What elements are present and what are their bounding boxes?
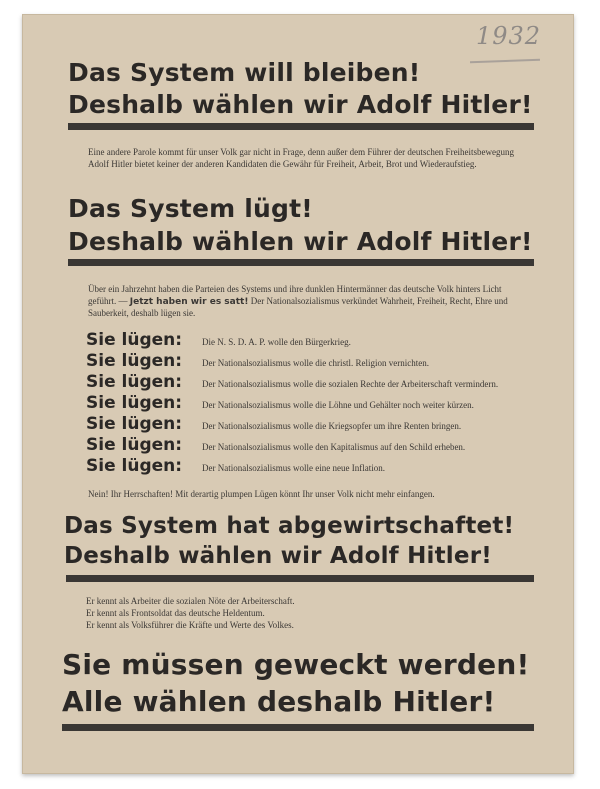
lie-row	[86, 351, 429, 371]
section4-heading2: Alle wählen deshalb Hitler!	[62, 685, 496, 718]
section1-paragraph: Eine andere Parole kommt für unser Volk gar nicht in Frage, denn außer dem Führer der deutschen Freiheitsbewegung Adolf Hitler bietet keiner der anderen Kandidaten die Gewähr für Freiheit, Arbeit, Brot und Wiederaufstieg.	[88, 147, 515, 169]
lie-row	[86, 372, 498, 392]
section3-line: Er kennt als Frontsoldat das deutsche Heldentum.	[86, 608, 265, 618]
lie-label: Sie lügen:	[86, 330, 183, 350]
lie-row	[86, 330, 351, 350]
lie-text: Der Nationalsozialismus wolle den Kapitalismus auf den Schild erheben.	[202, 442, 466, 452]
section4-heading1: Sie müssen geweckt werden!	[62, 648, 530, 681]
section4-rule	[62, 724, 534, 731]
handwritten-year-note: 1932	[476, 22, 542, 50]
section2-paragraph	[88, 284, 532, 320]
section3-lines	[86, 595, 295, 631]
lie-text: Der Nationalsozialismus wolle die sozialen Rechte der Arbeiterschaft vermindern.	[202, 379, 499, 389]
section1-heading1: Das System will bleiben!	[68, 58, 421, 87]
section3-line: Er kennt als Volksführer die Kräfte und Werte des Volkes.	[86, 620, 294, 630]
section2-rule	[68, 259, 534, 266]
lie-label: Sie lügen:	[86, 393, 183, 413]
section2-paragraph-part1: Über ein Jahrzehnt haben die Parteien des Systems und ihre dunklen Hintermänner das deutsche Volk hinters Licht geführt. —	[88, 284, 502, 306]
lie-label: Sie lügen:	[86, 456, 183, 476]
lie-label: Sie lügen:	[86, 372, 183, 392]
lie-label: Sie lügen:	[86, 351, 183, 371]
section3-rule	[66, 575, 534, 582]
section3-heading2: Deshalb wählen wir Adolf Hitler!	[64, 543, 492, 569]
lie-text: Der Nationalsozialismus wolle eine neue Inflation.	[202, 463, 385, 473]
lie-text: Die N. S. D. A. P. wolle den Bürgerkrieg.	[202, 337, 351, 347]
lie-row	[86, 393, 474, 413]
section2-paragraph-bold: Jetzt haben wir es satt!	[129, 296, 249, 307]
lie-label: Sie lügen:	[86, 435, 183, 455]
lie-text: Der Nationalsozialismus wolle die Löhne und Gehälter noch weiter kürzen.	[202, 400, 474, 410]
section3-heading1: Das System hat abgewirtschaftet!	[64, 513, 515, 539]
section2-heading2: Deshalb wählen wir Adolf Hitler!	[68, 227, 533, 256]
section2-closing: Nein! Ihr Herrschaften! Mit derartig plumpen Lügen könnt Ihr unser Volk nicht mehr einfangen.	[88, 489, 435, 499]
section2-heading1: Das System lügt!	[68, 194, 313, 223]
lie-row	[86, 456, 385, 476]
lie-text: Der Nationalsozialismus wolle die christl. Religion vernichten.	[202, 358, 429, 368]
section1-heading2: Deshalb wählen wir Adolf Hitler!	[68, 90, 533, 119]
section2-paragraph-part2: Der Nationalsozialismus verkündet Wahrheit, Freiheit, Recht, Ehre und Sauberkeit, deshalb lügen sie.	[88, 295, 508, 318]
lie-row	[86, 414, 461, 434]
section3-line: Er kennt als Arbeiter die sozialen Nöte der Arbeiterschaft.	[86, 596, 295, 606]
section1-rule	[68, 123, 534, 130]
lie-text: Der Nationalsozialismus wolle die Kriegsopfer um ihre Renten bringen.	[202, 421, 462, 431]
lie-label: Sie lügen:	[86, 414, 183, 434]
lie-row	[86, 435, 465, 455]
